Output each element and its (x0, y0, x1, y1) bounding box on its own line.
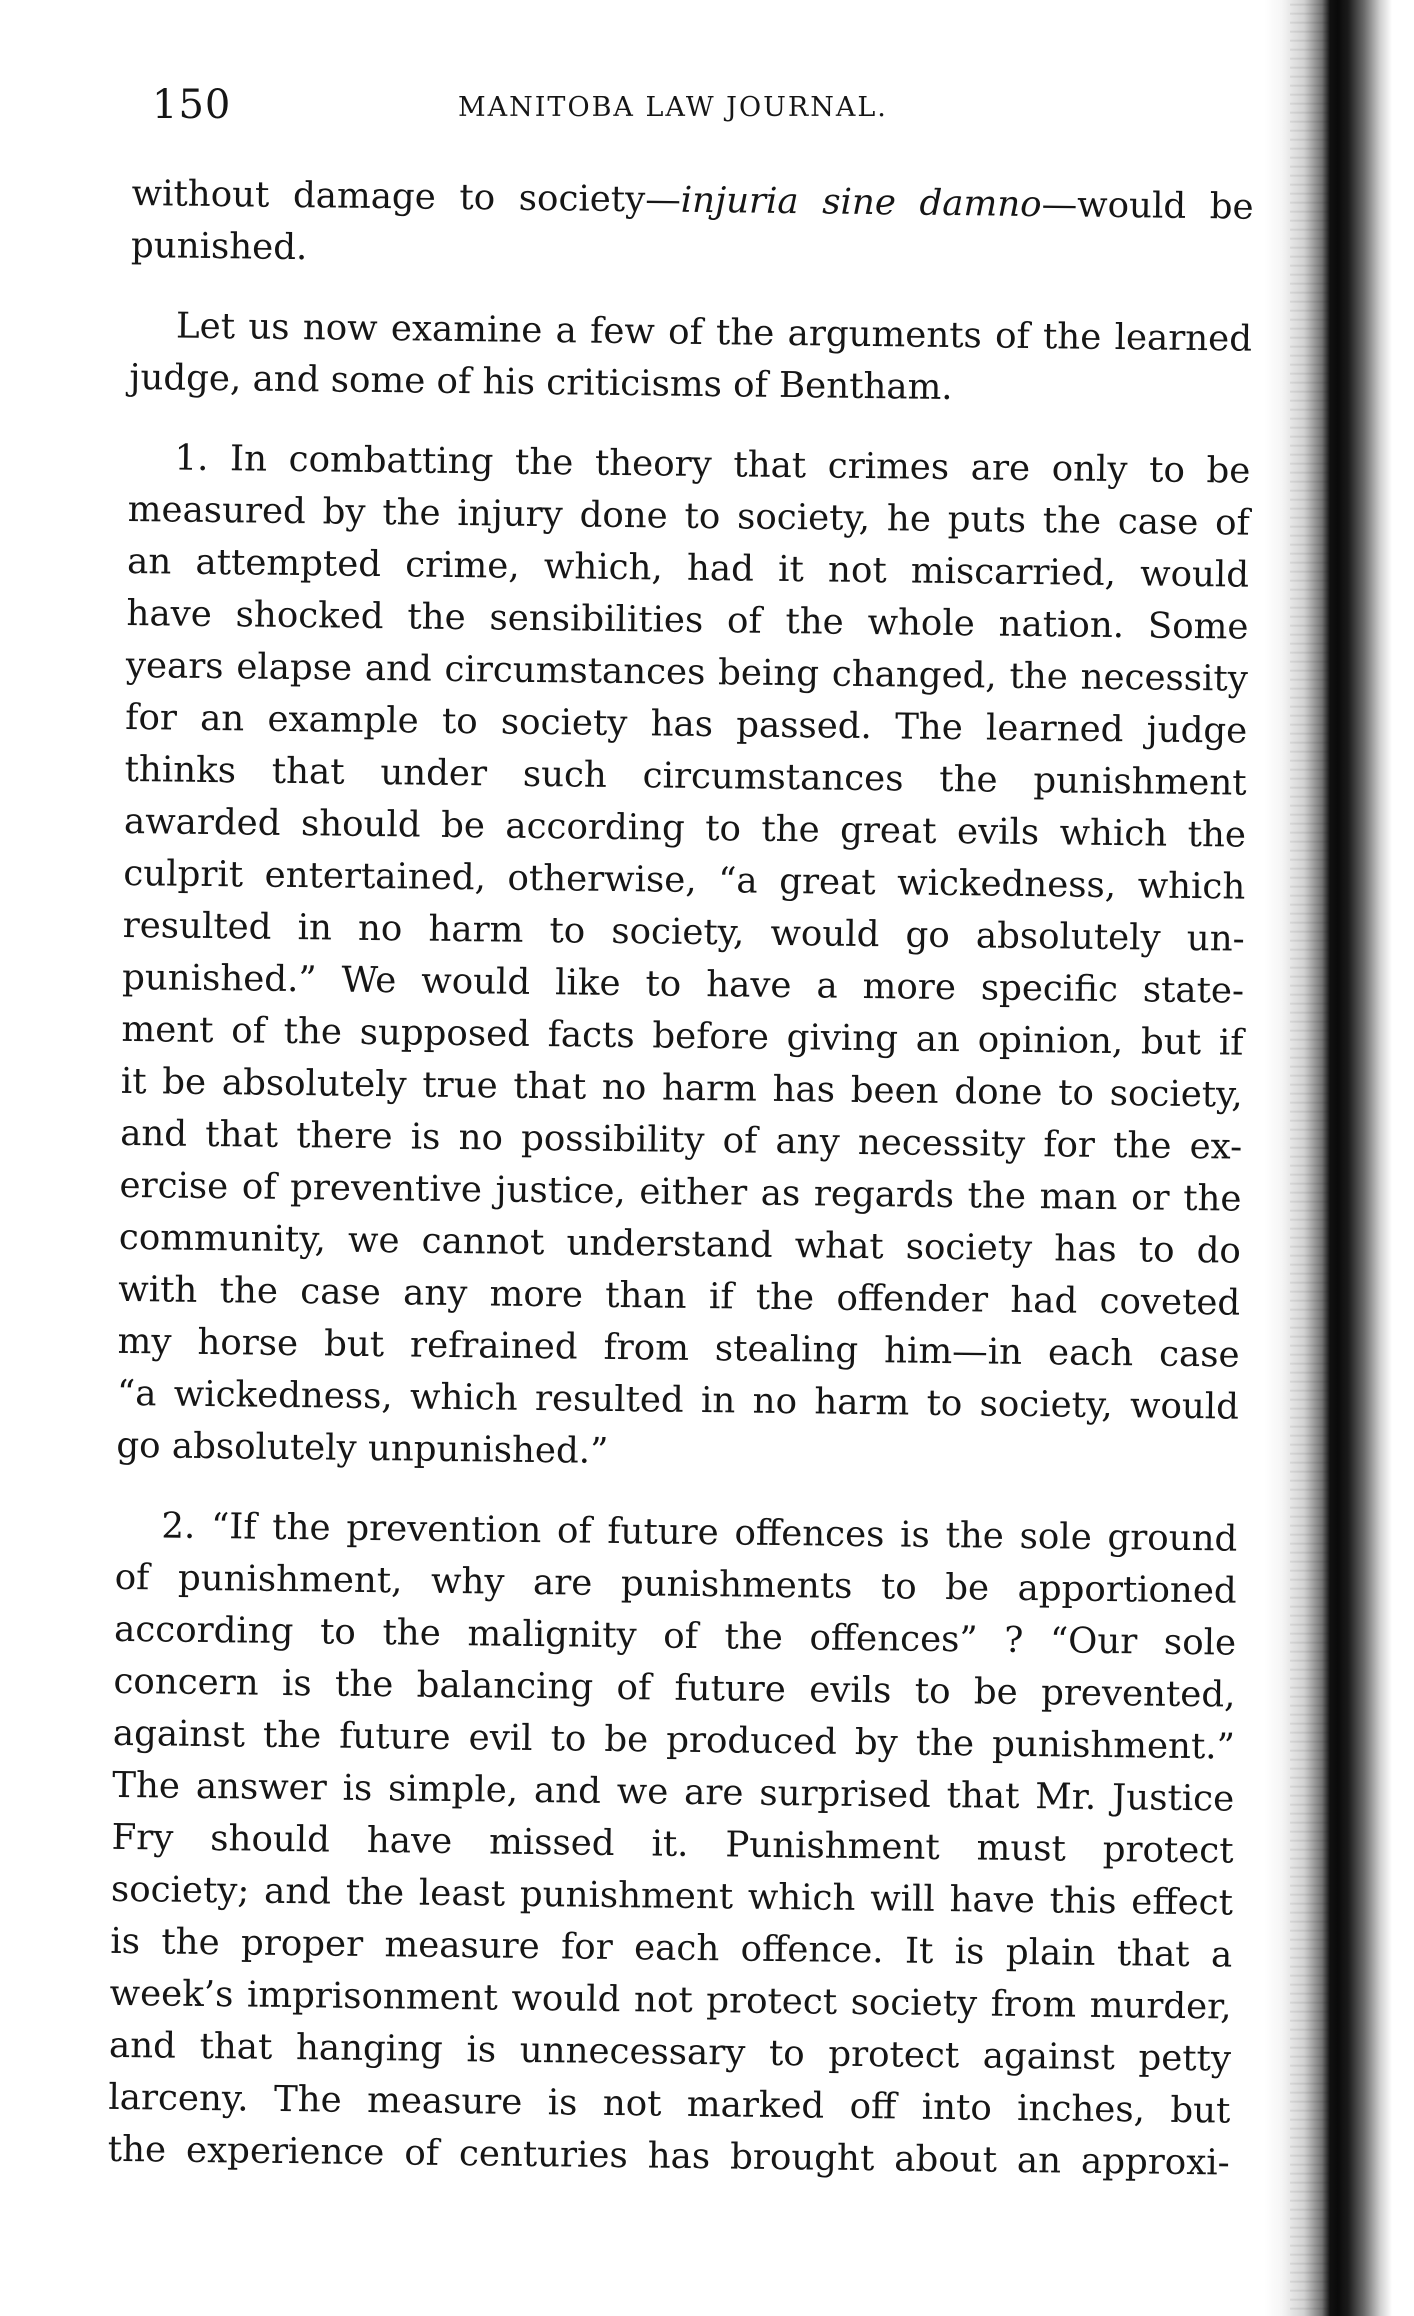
text-line: and that hanging is unnecessary to protect against petty (108, 2024, 1232, 2080)
text-line: judge, and some of his criticisms of Bentham. (129, 356, 953, 409)
paragraph-intro (129, 300, 1252, 418)
text-line: ment of the supposed facts before giving an opinion, but if (121, 1008, 1244, 1064)
text-line: “a wickedness, which resulted in no harm to society, would (116, 1372, 1240, 1428)
text-line: according to the malignity of the offences” ? “Our sole (113, 1608, 1237, 1664)
text-line: thinks that under such circumstances the punishment (124, 748, 1247, 804)
text-line: go absolutely unpunished.” (116, 1424, 609, 1472)
text-line: punished. (130, 224, 308, 269)
text-line: concern is the balancing of future evils to be prevented, (113, 1660, 1236, 1716)
text-line: against the future evil to be produced by the punishment.” (112, 1712, 1236, 1768)
text-line: awarded should be according to the great evils which the (123, 800, 1247, 856)
text-line: measured by the injury done to society, he puts the case of (127, 488, 1250, 544)
paragraph-continuation (131, 168, 1254, 286)
text-line: of punishment, why are punishments to be apportioned (114, 1556, 1237, 1612)
latin-phrase: injuria sine damno (680, 179, 1042, 226)
text-line: Fry should have missed it. Punishment must protect (111, 1816, 1234, 1872)
text-line: without damage to society—injuria sine damno—would be (131, 172, 1254, 228)
text-line: The answer is simple, and we are surprised that Mr. Justice (111, 1764, 1235, 1820)
scan-noise (1290, 0, 1330, 2316)
text-line: larceny. The measure is not marked off into inches, but (108, 2076, 1231, 2132)
paragraph-point-2 (107, 1500, 1237, 2190)
text-line: is the proper measure for each offence. It is plain that a (110, 1920, 1233, 1976)
text-line: for an example to society has passed. The learned judge (125, 696, 1248, 752)
text-line: week’s imprisonment would not protect society from murder, (109, 1972, 1232, 2028)
book-binding-shadow (1264, 0, 1414, 2316)
page-number: 150 (152, 82, 232, 128)
running-head (140, 82, 960, 142)
text-line: Let us now examine a few of the arguments of the learned (175, 305, 1253, 360)
text-line: an attempted crime, which, had it not miscarried, would (126, 540, 1250, 596)
text-line: community, we cannot understand what society has to do (118, 1216, 1242, 1272)
text-line: it be absolutely true that no harm has been done to society, (120, 1060, 1244, 1116)
text-line: and that there is no possibility of any necessity for the ex- (119, 1112, 1243, 1168)
text-line: have shocked the sensibilities of the whole nation. Some (126, 592, 1249, 648)
text-line: 2. “If the prevention of future offences is the sole ground (161, 1505, 1238, 1560)
body-text (107, 168, 1253, 2190)
text-line: resulted in no harm to society, would go absolutely un- (122, 904, 1245, 960)
text-line: with the case any more than if the offender had coveted (118, 1268, 1241, 1324)
text-line: years elapse and circumstances being changed, the necessity (125, 644, 1249, 700)
text-line: 1. In combatting the theory that crimes are only to be (174, 437, 1251, 492)
journal-title: MANITOBA LAW JOURNAL. (458, 92, 888, 123)
text-line: the experience of centuries has brought about an approxi- (107, 2128, 1230, 2184)
text-line: punished.” We would like to have a more specific state- (121, 956, 1245, 1012)
text-line: society; and the least punishment which will have this effect (110, 1868, 1234, 1924)
paragraph-point-1 (116, 432, 1251, 1486)
text-line: culprit entertained, otherwise, “a great wickedness, which (123, 852, 1246, 908)
text-line: my horse but refrained from stealing him—in each case (117, 1320, 1240, 1376)
text-line: ercise of preventive justice, either as regards the man or the (119, 1164, 1242, 1220)
